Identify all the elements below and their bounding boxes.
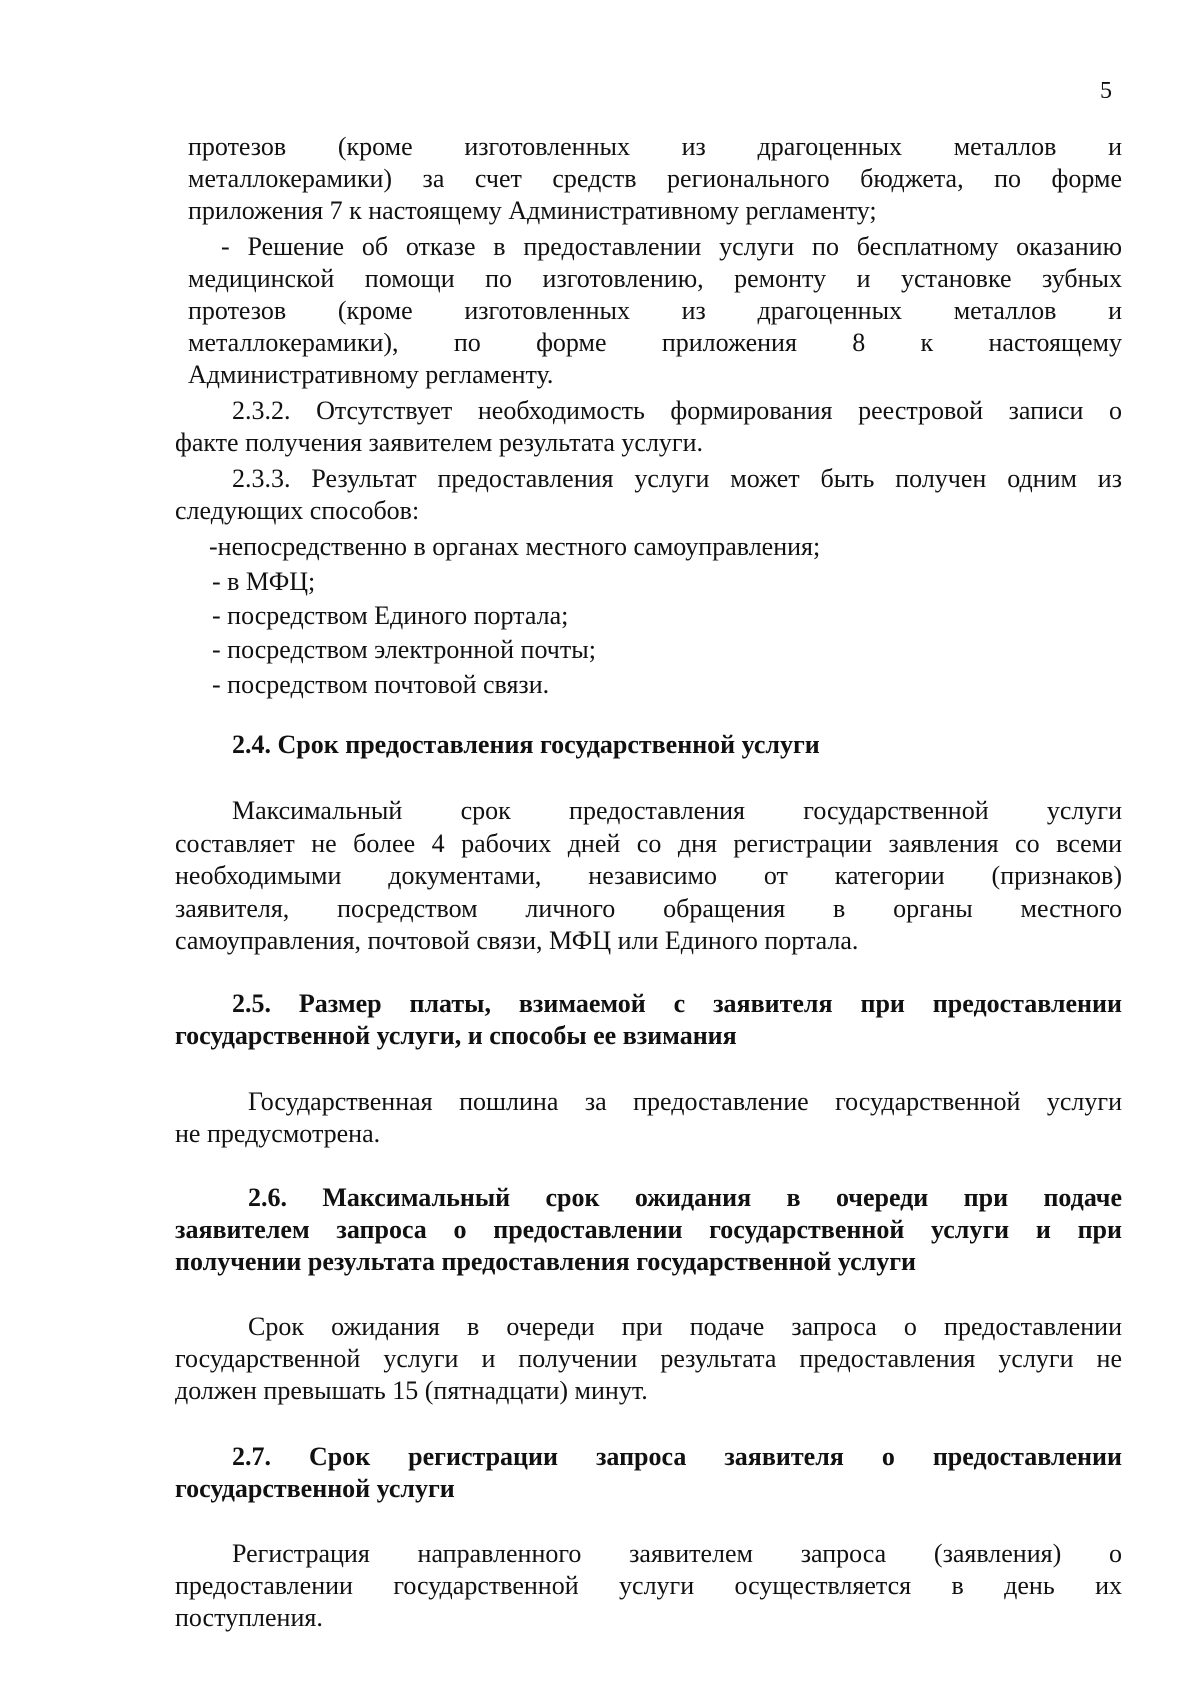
paragraph-line: Максимальный срок предоставления государственной услуги (232, 796, 1122, 825)
paragraph-line: необходимыми документами, независимо от категории (признаков) (175, 861, 1122, 890)
section-heading-line: 2.5. Размер платы, взимаемой с заявителя при предоставлении (232, 989, 1122, 1018)
paragraph-line: металлокерамики) за счет средств регионального бюджета, по форме (188, 164, 1122, 193)
section-heading-line: государственной услуги, и способы ее взимания (175, 1021, 737, 1050)
page-number: 5 (1100, 78, 1112, 104)
paragraph-line: самоуправления, почтовой связи, МФЦ или Единого портала. (175, 926, 859, 955)
paragraph-line: поступления. (175, 1603, 323, 1632)
paragraph-line: Срок ожидания в очереди при подаче запроса о предоставлении (248, 1312, 1122, 1341)
section-heading-line: 2.7. Срок регистрации запроса заявителя о предоставлении (232, 1442, 1122, 1471)
section-heading-line: 2.4. Срок предоставления государственной услуги (232, 730, 820, 759)
paragraph-line: должен превышать 15 (пятнадцати) минут. (175, 1376, 648, 1405)
paragraph-line: приложения 7 к настоящему Административному регламенту; (188, 196, 877, 225)
paragraph-line: не предусмотрена. (175, 1119, 381, 1148)
paragraph-line: 2.3.2. Отсутствует необходимость формирования реестровой записи о (232, 396, 1122, 425)
paragraph-line: составляет не более 4 рабочих дней со дня регистрации заявления со всеми (175, 829, 1122, 858)
paragraph-line: - Решение об отказе в предоставлении услуги по бесплатному оказанию (221, 232, 1122, 261)
paragraph-line: факте получения заявителем результата услуги. (175, 428, 703, 457)
section-heading-line: заявителем запроса о предоставлении государственной услуги и при (175, 1215, 1122, 1244)
paragraph-line: предоставлении государственной услуги осуществляется в день их (175, 1571, 1122, 1600)
paragraph-line: следующих способов: (175, 496, 420, 525)
paragraph-line: Административному регламенту. (188, 360, 554, 389)
paragraph-line: протезов (кроме изготовленных из драгоценных металлов и (188, 296, 1122, 325)
paragraph-line: - в МФЦ; (212, 567, 316, 596)
paragraph-line: 2.3.3. Результат предоставления услуги может быть получен одним из (232, 464, 1122, 493)
paragraph-line: - посредством почтовой связи. (212, 670, 550, 699)
paragraph-line: металлокерамики), по форме приложения 8 к настоящему (188, 328, 1122, 357)
section-heading-line: 2.6. Максимальный срок ожидания в очереди при подаче (248, 1183, 1122, 1212)
paragraph-line: -непосредственно в органах местного самоуправления; (209, 532, 821, 561)
paragraph-line: медицинской помощи по изготовлению, ремонту и установке зубных (188, 264, 1122, 293)
section-heading-line: государственной услуги (175, 1474, 455, 1503)
paragraph-line: Государственная пошлина за предоставление государственной услуги (248, 1087, 1122, 1116)
paragraph-line: государственной услуги и получении результата предоставления услуги не (175, 1344, 1122, 1373)
paragraph-line: - посредством электронной почты; (212, 635, 596, 664)
paragraph-line: заявителя, посредством личного обращения в органы местного (175, 894, 1122, 923)
paragraph-line: Регистрация направленного заявителем запроса (заявления) о (232, 1539, 1122, 1568)
paragraph-line: - посредством Единого портала; (212, 601, 569, 630)
section-heading-line: получении результата предоставления государственной услуги (175, 1247, 917, 1276)
paragraph-line: протезов (кроме изготовленных из драгоценных металлов и (188, 132, 1122, 161)
